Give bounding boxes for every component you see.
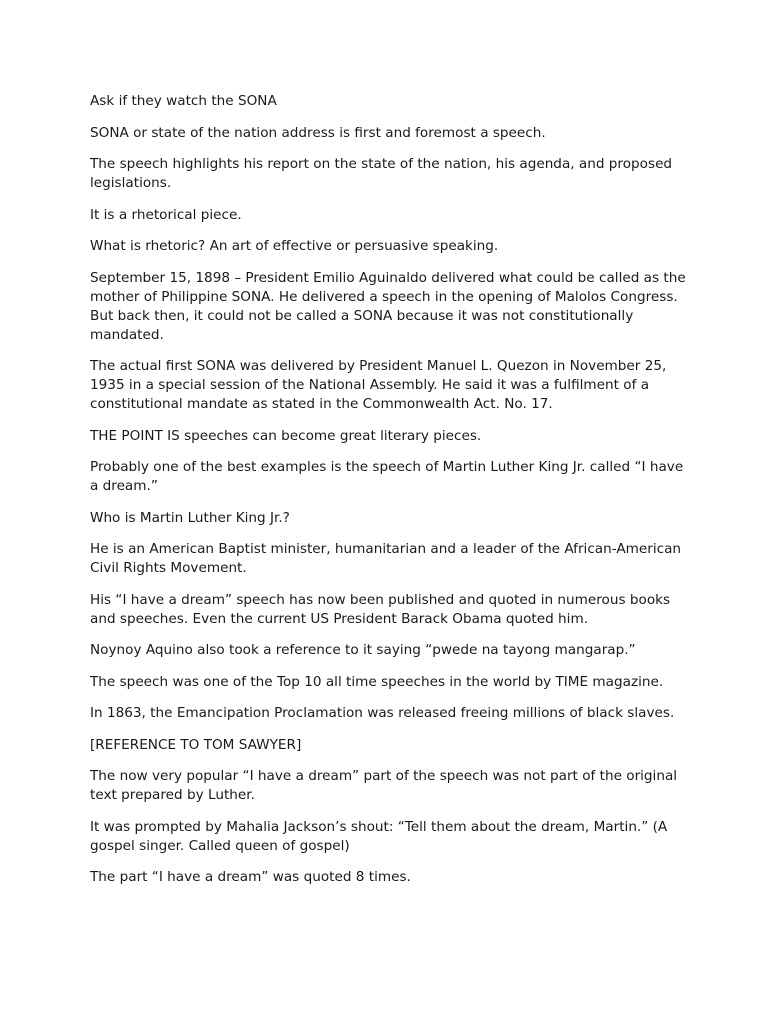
paragraph-noynoy-aquino: Noynoy Aquino also took a reference to it saying “pwede na tayong mangarap.” bbox=[90, 642, 636, 658]
paragraph-aguinaldo: September 15, 1898 – President Emilio Aguinaldo delivered what could be called as the mother of Philippine SONA. He delivered a speech in the opening of Malolos Congress. But back then, it could not be called a SONA because it was not constitutionally mandated. bbox=[90, 269, 686, 343]
paragraph-speech-highlights: The speech highlights his report on the state of the nation, his agenda, and proposed legislations. bbox=[90, 156, 673, 191]
paragraph-emancipation: In 1863, the Emancipation Proclamation was released freeing millions of black slaves. bbox=[90, 705, 675, 721]
paragraph-mlk-bio: He is an American Baptist minister, humanitarian and a leader of the African-American Civil Rights Movement. bbox=[90, 541, 682, 576]
paragraph-rhetorical-piece: It is a rhetorical piece. bbox=[90, 206, 242, 223]
paragraph-tom-sawyer: [REFERENCE TO TOM SAWYER] bbox=[90, 736, 302, 753]
paragraph-not-original-text: The now very popular “I have a dream” part of the speech was not part of the original text prepared by Luther. bbox=[90, 768, 678, 803]
paragraph-sona-question: Ask if they watch the SONA bbox=[90, 93, 277, 109]
paragraph-mahalia-jackson: It was prompted by Mahalia Jackson’s shout: “Tell them about the dream, Martin.” (A gospel singer. Called queen of gospel) bbox=[90, 818, 668, 854]
paragraph-quoted-8-times: The part “I have a dream” was quoted 8 times. bbox=[90, 869, 411, 885]
paragraph-quezon: The actual first SONA was delivered by President Manuel L. Quezon in November 25, 1935 in a special session of the National Assembly. He said it was a fulfilment of a constitutional mandate as stated in the Commonwealth Act. No. 17. bbox=[90, 358, 667, 412]
paragraph-sona-definition: SONA or state of the nation address is first and foremost a speech. bbox=[90, 124, 546, 141]
paragraph-who-is-mlk: Who is Martin Luther King Jr.? bbox=[90, 509, 290, 526]
paragraph-speech-published: His “I have a dream” speech has now been published and quoted in numerous books and speeches. Even the current US President Barack Obama quoted him. bbox=[90, 591, 671, 627]
paragraph-the-point: THE POINT IS speeches can become great literary pieces. bbox=[90, 427, 482, 444]
paragraph-time-magazine: The speech was one of the Top 10 all time speeches in the world by TIME magazine. bbox=[90, 673, 664, 690]
paragraph-what-is-rhetoric: What is rhetoric? An art of effective or persuasive speaking. bbox=[90, 238, 499, 254]
paragraph-best-example: Probably one of the best examples is the speech of Martin Luther King Jr. called “I have a dream.” bbox=[90, 459, 684, 494]
